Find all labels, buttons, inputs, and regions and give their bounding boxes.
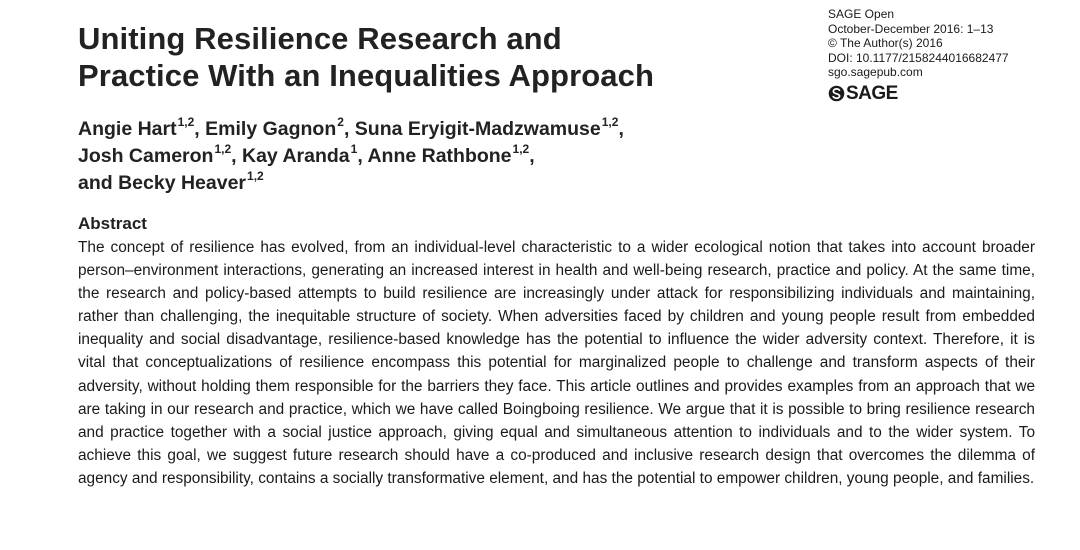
author-affiliation: 1,2 [247, 168, 264, 183]
article-title-line-2: Practice With an Inequalities Approach [78, 58, 654, 93]
author-line-3 [78, 170, 798, 197]
copyright-notice: © The Author(s) 2016 [828, 36, 943, 51]
author-affiliation: 2 [337, 114, 344, 129]
abstract-text: The concept of resilience has evolved, from an individual-level characteristic to a wider ecological notion that takes into account broader person–environment interactions, generating an increased interest in health and well-being research, practice and policy. At the same time, the research and policy-based attempts to build resilience are increasingly under attack for responsibilizing individuals and maintaining, rather than challenging, the inequitable structure of society. When adversities faced by children and young people result from embedded inequality and social disadvantage, resilience-based knowledge has the potential to influence the wider adversity context. Therefore, it is vital that conceptualizations of resilience encompass this potential for marginalized people to challenge and transform aspects of their adversity, without holding them responsible for the barriers they face. This article outlines and provides examples from an approach that we are taking in our research and practice, which we have called Boingboing resilience. We argue that it is possible to bring resilience research and practice together with a social justice approach, giving equal and simultaneous attention to individuals and to the wider system. To achieve this goal, we suggest future research should have a co-produced and inclusive research design that overcomes the dilemma of agency and responsibility, contains a socially transformative element, and has the potential to empower children, young people, and families. [78, 239, 1035, 487]
author-separator: , [529, 145, 535, 167]
author-separator: , [343, 118, 355, 140]
sage-logo [828, 83, 1068, 105]
author-name: Kay Aranda [241, 145, 350, 167]
article-title [78, 20, 798, 94]
author-affiliation: 1,2 [177, 114, 195, 129]
author-name: Suna Eryigit-Madzwamuse [354, 118, 601, 140]
sage-swirl-icon [828, 84, 845, 103]
author-list [78, 116, 798, 197]
author-name: Emily Gagnon [205, 118, 337, 140]
author-separator: , [231, 145, 242, 167]
author-name: and Becky Heaver [78, 172, 247, 194]
author-line-2 [78, 143, 798, 170]
journal-website[interactable]: sgo.sagepub.com [828, 65, 923, 80]
author-separator: , [357, 145, 368, 167]
author-affiliation: 1,2 [601, 114, 619, 129]
abstract-heading: Abstract [78, 214, 147, 233]
journal-issue: October-December 2016: 1–13 [828, 21, 994, 36]
author-separator: , [618, 118, 624, 140]
author-line-1 [78, 116, 798, 143]
article-title-line-1: Uniting Resilience Research and [78, 21, 562, 56]
author-affiliation: 1,2 [214, 141, 232, 156]
author-affiliation: 1 [350, 141, 358, 156]
doi[interactable]: DOI: 10.1177/2158244016682477 [828, 50, 1009, 65]
author-separator: , [194, 118, 206, 140]
author-name: Anne Rathbone [367, 145, 512, 167]
author-affiliation: 1,2 [512, 141, 530, 156]
journal-name: SAGE Open [828, 7, 895, 21]
journal-info [828, 7, 1068, 105]
author-name: Angie Hart [78, 118, 177, 140]
author-name: Josh Cameron [78, 145, 214, 167]
sage-logo-text: SAGE [846, 82, 898, 104]
